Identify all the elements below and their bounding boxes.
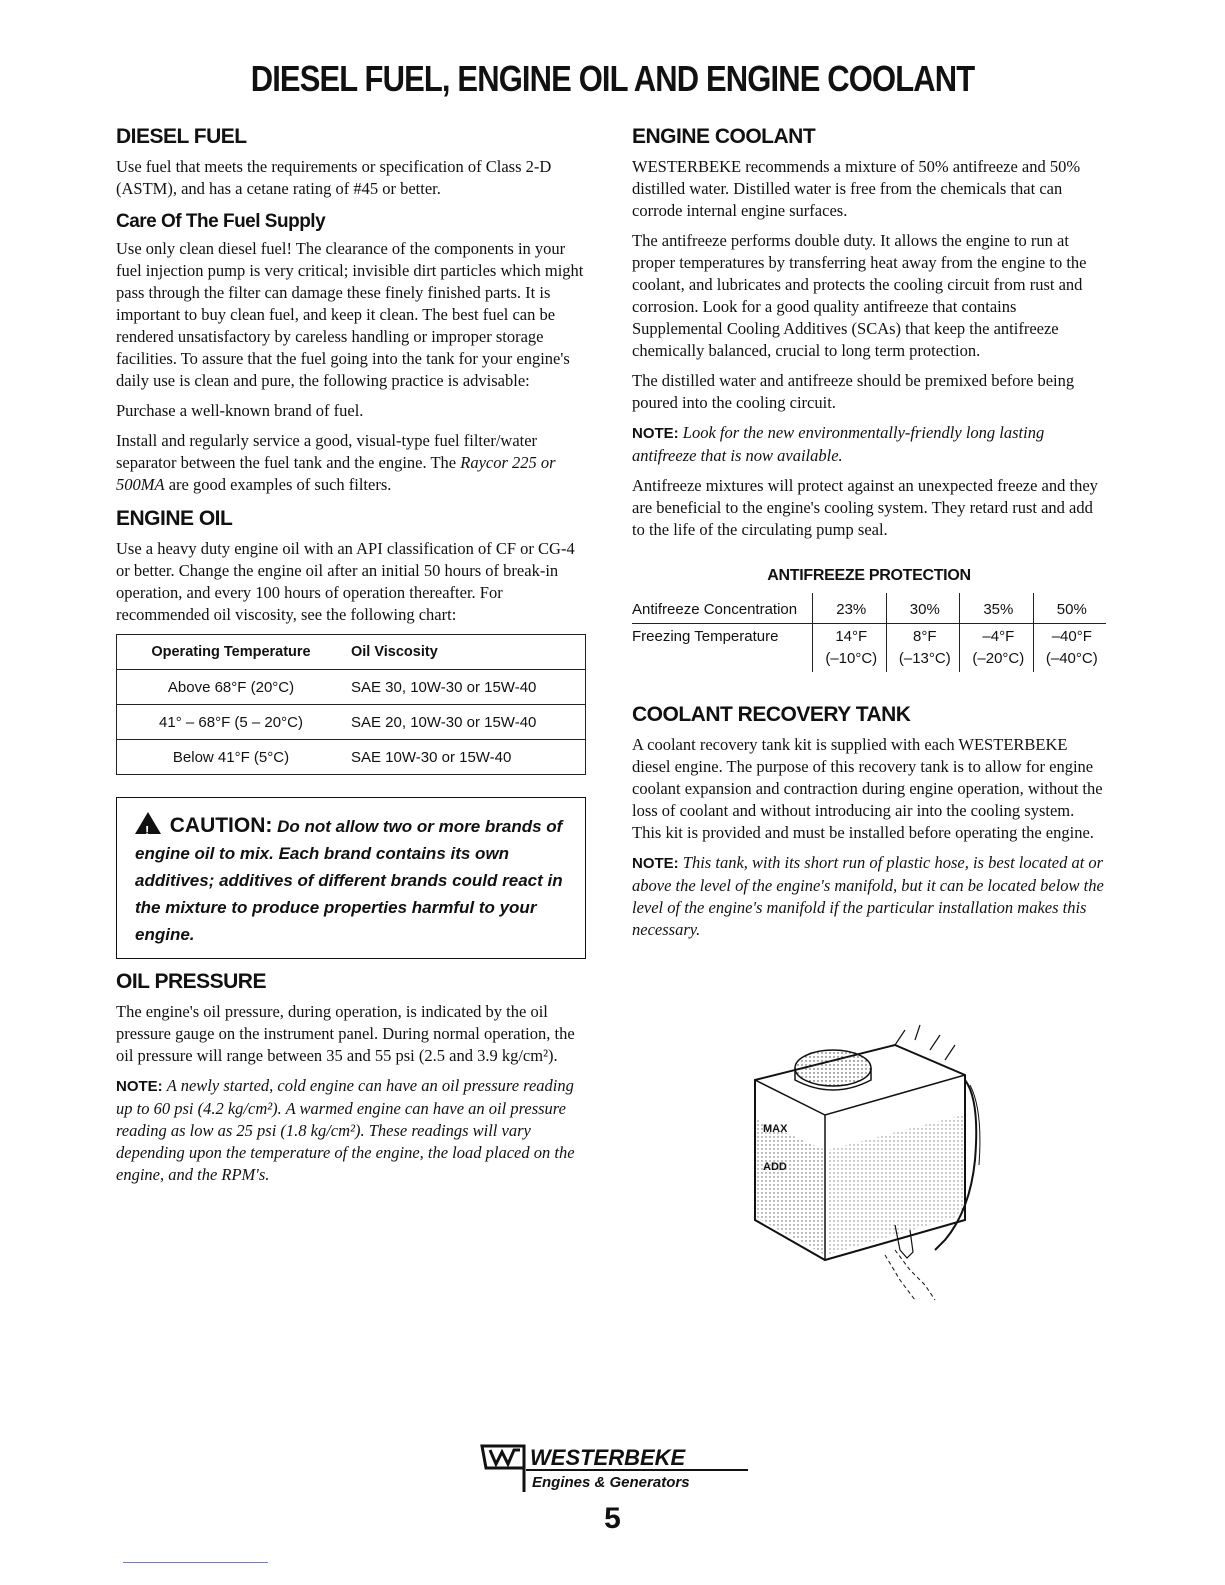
temp-c: (–10°C) bbox=[825, 650, 878, 667]
temp-f: –4°F bbox=[982, 628, 1015, 645]
column-header: Oil Viscosity bbox=[345, 635, 586, 670]
temp-c: (–13°C) bbox=[898, 650, 951, 667]
table-row bbox=[117, 705, 586, 740]
temp-f: 8°F bbox=[913, 628, 937, 645]
note-text: Look for the new environmentally-friendly long lasting antifreeze that is now available. bbox=[632, 423, 1045, 465]
engine-coolant-p3: The distilled water and antifreeze should be premixed before being poured into the cooling circuit. bbox=[632, 371, 1075, 412]
temp-f: 14°F bbox=[835, 628, 868, 645]
table-cell bbox=[1033, 624, 1106, 673]
oil-pressure-text: The engine's oil pressure, during operation, is indicated by the oil pressure gauge on the instrument panel. During normal operation, the oil pressure will range between 35 and 55 psi (2.5 and 3.9 kg/cm²). bbox=[116, 1002, 575, 1065]
tank-max-label: MAX bbox=[763, 1123, 788, 1135]
engine-oil-heading: ENGINE OIL bbox=[116, 507, 233, 530]
care-fuel-p3 bbox=[116, 430, 586, 496]
warning-icon: ! bbox=[135, 812, 161, 834]
engine-coolant-note bbox=[632, 422, 1106, 467]
engine-coolant-p4: Antifreeze mixtures will protect against an unexpected freeze and they are beneficial to the engine's cooling system. They retard rust and add to the life of the circulating pump seal. bbox=[632, 476, 1098, 539]
table-cell bbox=[813, 624, 887, 673]
engine-coolant-p1: WESTERBEKE recommends a mixture of 50% antifreeze and 50% distilled water. Distilled water is free from the chemicals that can corrode internal engine surfaces. bbox=[632, 157, 1081, 220]
westerbeke-logo bbox=[480, 1440, 750, 1500]
note-text: A newly started, cold engine can have an oil pressure reading up to 60 psi (4.2 kg/cm²). A warmed engine can have an oil pressure reading as low as 25 psi (1.8 kg/cm²). These readings will vary depending upon the temperature of the engine, the load placed on the engine, and the RPM's. bbox=[116, 1076, 575, 1184]
note-label: NOTE: bbox=[116, 1078, 163, 1095]
oil-viscosity-table bbox=[116, 634, 586, 775]
table-cell: 23% bbox=[813, 593, 887, 624]
temp-c: (–40°C) bbox=[1045, 650, 1098, 667]
table-cell: 35% bbox=[960, 593, 1034, 624]
table-cell: SAE 20, 10W-30 or 15W-40 bbox=[345, 705, 586, 740]
table-row bbox=[632, 624, 1106, 673]
engine-coolant-p2: The antifreeze performs double duty. It allows the engine to run at proper temperatures by transferring heat away from the engine to the coolant, and lubricates and protects the cooling circuit from rust and corrosion. Look for a good quality antifreeze that contains Supplemental Cooling Additives (SCAs) that keep the antifreeze chemically balanced, crucial to long term protection. bbox=[632, 231, 1087, 360]
table-header-row bbox=[117, 635, 586, 670]
table-row bbox=[117, 670, 586, 705]
logo-tagline: Engines & Generators bbox=[532, 1474, 690, 1491]
note-text: This tank, with its short run of plastic hose, is best located at or above the level of the engine's manifold, but it can be located below the level of the engine's manifold if the particular installation makes this necessary. bbox=[632, 853, 1104, 939]
recovery-tank-note bbox=[632, 852, 1106, 941]
diesel-fuel-heading: DIESEL FUEL bbox=[116, 125, 247, 148]
note-label: NOTE: bbox=[632, 425, 679, 442]
care-fuel-p3-filter-models: Raycor 225 or 500MA bbox=[116, 453, 556, 494]
table-cell: SAE 30, 10W-30 or 15W-40 bbox=[345, 670, 586, 705]
coolant-recovery-tank-illustration bbox=[745, 1020, 985, 1310]
recovery-tank-heading: COOLANT RECOVERY TANK bbox=[632, 703, 911, 726]
page-number: 5 bbox=[604, 1502, 621, 1535]
table-cell bbox=[960, 624, 1034, 673]
table-cell: SAE 10W-30 or 15W-40 bbox=[345, 740, 586, 775]
table-cell: 30% bbox=[886, 593, 960, 624]
right-column bbox=[632, 124, 1106, 949]
row-label: Freezing Temperature bbox=[632, 628, 779, 645]
oil-pressure-heading: OIL PRESSURE bbox=[116, 970, 266, 993]
oil-pressure-note bbox=[116, 1075, 586, 1186]
table-row bbox=[632, 593, 1106, 624]
temp-c: (–20°C) bbox=[972, 650, 1025, 667]
temp-f: –40°F bbox=[1051, 628, 1092, 645]
tank-add-label: ADD bbox=[763, 1161, 787, 1173]
caution-box bbox=[116, 797, 586, 959]
care-fuel-p1: Use only clean diesel fuel! The clearance of the components in your fuel injection pump is very critical; invisible dirt particles which might pass through the filter can damage these finely finished parts. It is important to buy clean fuel, and keep it clean. The best fuel can be rendered unsatisfactory by careless handling or improper storage facilities. To assure that the fuel going into the tank for your engine's daily use is clean and pure, the following practice is advisable: bbox=[116, 239, 584, 390]
row-label: Antifreeze Concentration bbox=[632, 593, 813, 624]
table-cell: 50% bbox=[1033, 593, 1106, 624]
antifreeze-table-title: ANTIFREEZE PROTECTION bbox=[767, 567, 971, 584]
table-cell: 41° – 68°F (5 – 20°C) bbox=[117, 705, 346, 740]
note-label: NOTE: bbox=[632, 855, 679, 872]
table-row bbox=[117, 740, 586, 775]
engine-coolant-heading: ENGINE COOLANT bbox=[632, 125, 816, 148]
care-fuel-p3-a: Install and regularly service a good, visual-type fuel filter/water separator between the fuel tank and the engine. The bbox=[116, 431, 538, 472]
diesel-fuel-text: Use fuel that meets the requirements or specification of Class 2-D (ASTM), and has a cetane rating of #45 or better. bbox=[116, 157, 552, 198]
recovery-tank-text: A coolant recovery tank kit is supplied with each WESTERBEKE diesel engine. The purpose of this recovery tank is to allow for engine coolant expansion and contraction during engine operation, without the loss of coolant and without introducing air into the cooling system. This kit is provided and must be installed before operating the engine. bbox=[632, 735, 1103, 842]
table-cell bbox=[886, 624, 960, 673]
footer-divider bbox=[123, 1562, 268, 1563]
care-fuel-p2: Purchase a well-known brand of fuel. bbox=[116, 401, 364, 420]
logo-brand: WESTERBEKE bbox=[530, 1445, 686, 1470]
table-cell: Above 68°F (20°C) bbox=[117, 670, 346, 705]
care-fuel-heading: Care Of The Fuel Supply bbox=[116, 211, 326, 232]
caution-text: Do not allow two or more brands of engine oil to mix. Each brand contains its own additives; additives of different brands could react in the mixture to produce properties harmful to your engine. bbox=[135, 817, 563, 944]
antifreeze-protection-table bbox=[632, 593, 1106, 672]
left-column bbox=[116, 124, 586, 1194]
caution-label: CAUTION: bbox=[169, 814, 273, 837]
column-header: Operating Temperature bbox=[117, 635, 346, 670]
care-fuel-p3-b: are good examples of such filters. bbox=[164, 475, 392, 494]
table-cell: Below 41°F (5°C) bbox=[117, 740, 346, 775]
page-title: DIESEL FUEL, ENGINE OIL AND ENGINE COOLANT bbox=[250, 58, 975, 99]
engine-oil-text: Use a heavy duty engine oil with an API classification of CF or CG-4 or better. Change the engine oil after an initial 50 hours of break-in operation, and every 100 hours of operation thereafter. For recommended oil viscosity, see the following chart: bbox=[116, 539, 575, 624]
